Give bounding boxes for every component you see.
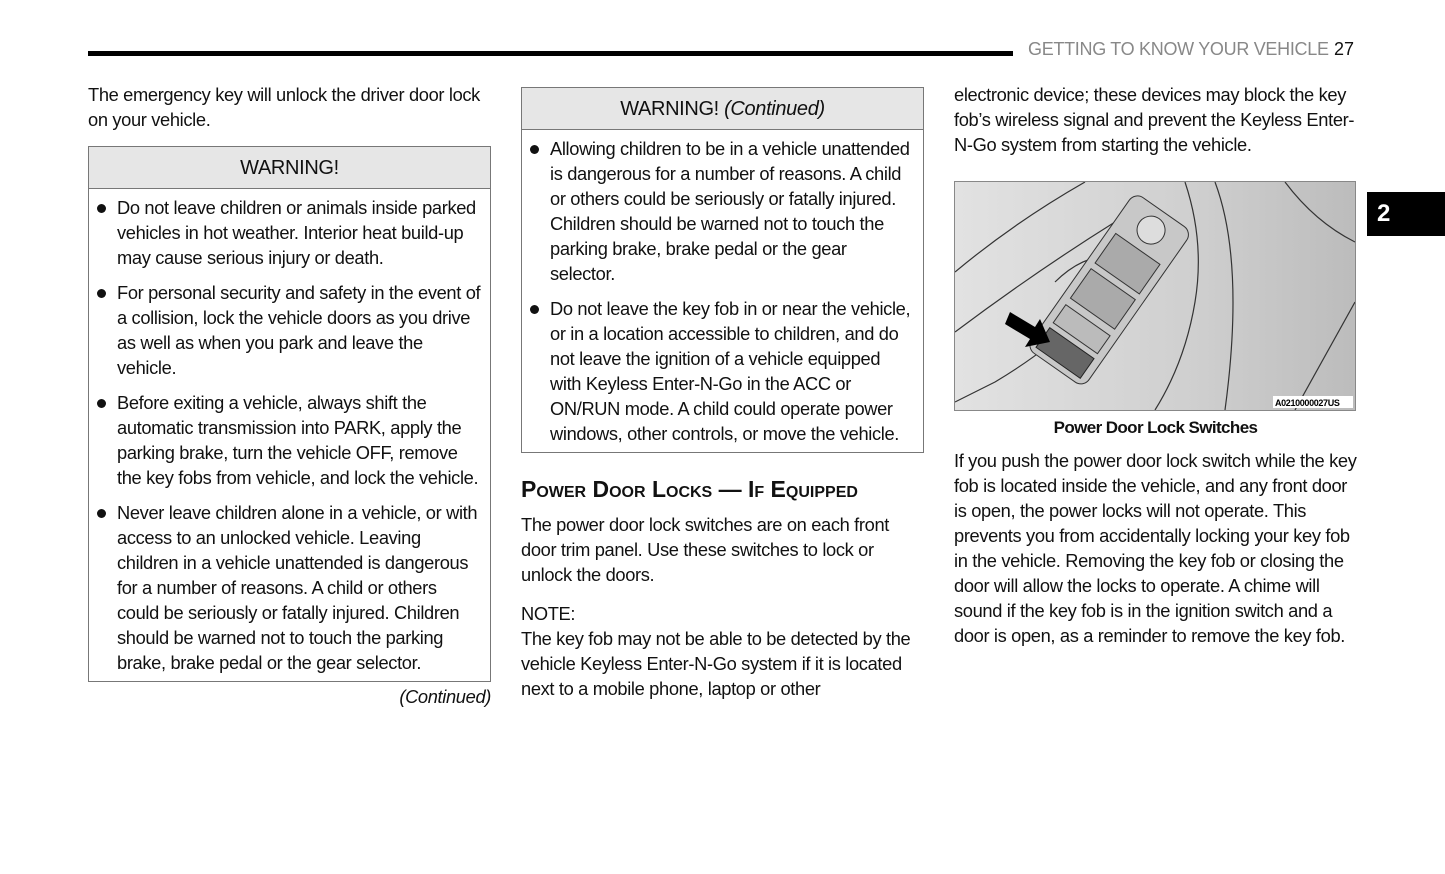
warning-title: WARNING! xyxy=(89,147,490,189)
note-label: NOTE: xyxy=(521,603,576,624)
door-lock-switch-illustration xyxy=(954,181,1356,411)
section-heading: Power Door Locks — If Equipped xyxy=(521,476,858,502)
figure-code: A0210000027US xyxy=(1275,398,1340,408)
warning-item: Do not leave the key fob in or near the vehicle, or in a location accessible to children, and do not leave the ignition of a vehicle equipped with Keyless Enter-N-Go in the ACC or ON/RUN mode. A child could operate power windows, other controls, or move the vehicle. xyxy=(550,296,915,446)
warning-box xyxy=(88,146,491,682)
continued-label: (Continued) xyxy=(399,686,491,707)
warning-title xyxy=(522,88,923,130)
body-text: If you push the power door lock switch while the key fob is located inside the vehicle, and any front door is open, the power locks will not operate. This prevents you from accidentally locking your key fob in the vehicle. Removing the key fob or closing the door will allow the locks to operate. A chime will sound if the key fob is in the ignition switch and a door is open, as a reminder to remove the key fob. xyxy=(954,450,1357,646)
warning-item: Allowing children to be in a vehicle unattended is dangerous for a number of reasons. A child or others could be seriously or fatally injured. Children should be warned not to touch the parking brake, brake pedal or the gear selector. xyxy=(550,136,915,286)
warning-title-text: WARNING! xyxy=(620,98,719,120)
intro-text: The emergency key will unlock the driver door lock on your vehicle. xyxy=(88,84,480,130)
warning-item: For personal security and safety in the event of a collision, lock the vehicle doors as you drive as well as when you park and leave the vehicle. xyxy=(117,282,481,378)
figure-caption: Power Door Lock Switches xyxy=(1053,418,1258,437)
page-number: 27 xyxy=(1334,39,1355,59)
warning-continued: (Continued) xyxy=(724,98,825,120)
column-2 xyxy=(521,87,924,701)
column-3 xyxy=(954,82,1357,648)
note-text: The key fob may not be able to be detected by the vehicle Keyless Enter-N-Go system if it is located next to a mobile phone, laptop or other xyxy=(521,628,911,699)
header-rule xyxy=(88,51,1013,56)
warning-item: Never leave children alone in a vehicle, or with access to an unlocked vehicle. Leaving children in a vehicle unattended is dangerous for a number of reasons. A child or others could be seriously or fatally injured. Children should be warned not to touch the parking brake, brake pedal or the gear selector. xyxy=(117,500,482,675)
column-1 xyxy=(88,82,491,709)
section-title: GETTING TO KNOW YOUR VEHICLE xyxy=(1028,39,1329,59)
warning-item: Do not leave children or animals inside parked vehicles in hot weather. Interior heat build-up may cause serious injury or death. xyxy=(117,195,482,270)
body-text: The power door lock switches are on each front door trim panel. Use these switches to lock or unlock the doors. xyxy=(521,514,890,585)
warning-item: Before exiting a vehicle, always shift the automatic transmission into PARK, apply the parking brake, turn the vehicle OFF, remove the key fobs from vehicle, and lock the vehicle. xyxy=(117,390,482,490)
chapter-tab: 2 xyxy=(1367,192,1445,236)
warning-box-continued xyxy=(521,87,924,453)
body-text: electronic device; these devices may block the key fob’s wireless signal and prevent the Keyless Enter-N-Go system from starting the vehicle. xyxy=(954,84,1355,155)
